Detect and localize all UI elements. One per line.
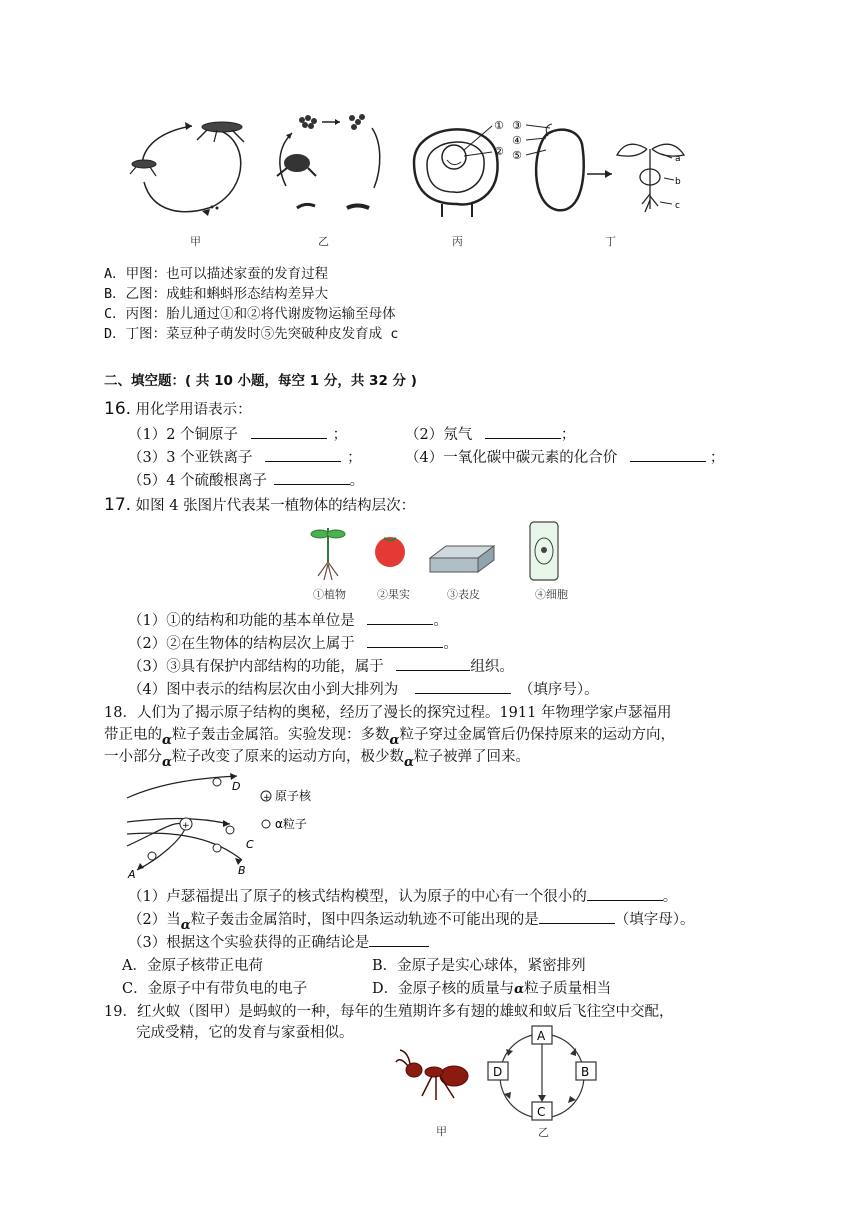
q16-blank-2[interactable] <box>485 424 561 439</box>
q19-figure-lifecycle <box>484 1020 606 1124</box>
q16-blank-5[interactable] <box>274 470 350 485</box>
q18-blank-2[interactable] <box>539 909 615 924</box>
q17-stem <box>104 494 415 515</box>
q17-sub1 <box>128 609 448 630</box>
q16-part3 <box>128 446 362 467</box>
figure-label-jia: 甲 <box>190 235 201 248</box>
cycle-stage-d: D <box>493 1065 503 1079</box>
q16-stem <box>104 398 252 419</box>
q18-line-2 <box>104 723 676 748</box>
alpha-symbol: α <box>162 755 173 770</box>
svg-text:c: c <box>675 201 680 211</box>
track-label-a: A <box>128 868 136 880</box>
track-label-c: C <box>246 838 254 851</box>
q17-caption-fruit: ②果实 <box>377 588 410 601</box>
q18-sub2-b: 粒子轰击金属箔时，图中四条运动轨迹不可能出现的是 <box>190 912 539 928</box>
q18-sub3-text: （3）根据这个实验获得的正确结论是 <box>128 935 370 951</box>
q18-l3-part-b: 粒子改变了原来的运动方向，极少数 <box>172 749 405 765</box>
q16-part3-text: （3）3 个亚铁离子 <box>128 450 253 466</box>
q16-part1 <box>128 423 347 444</box>
q16-blank-3[interactable] <box>265 447 341 462</box>
alpha-symbol: α <box>514 982 525 997</box>
cycle-stage-a: A <box>537 1029 546 1043</box>
cycle-stage-b: B <box>581 1065 590 1079</box>
q18-sub2-a: （2）当 <box>128 912 181 928</box>
q18-l2-part-c: 粒子穿过金属管后仍保持原来的运动方向， <box>399 727 676 743</box>
q15-option-b: B．乙图：成蛙和蝌蚪形态结构差异大 <box>104 286 329 302</box>
q17-stem-text: 如图 4 张图片代表某一植物体的结构层次： <box>135 498 416 514</box>
q19-caption-jia: 甲 <box>436 1125 447 1138</box>
q17-blank-4[interactable] <box>415 679 511 694</box>
q16-part2-text: （2）氖气 <box>405 427 473 443</box>
q17-period-1: 。 <box>433 613 448 629</box>
q18-sub3 <box>128 931 429 952</box>
q17-sub3-tail: 组织。 <box>470 659 514 675</box>
svg-text:a: a <box>675 154 681 164</box>
figure-jia-grasshopper-cycle <box>122 112 257 222</box>
figure-label-ding: 丁 <box>605 235 616 248</box>
q18-sub1-text: （1）卢瑟福提出了原子的核式结构模型，认为原子的中心有一个很小的 <box>128 889 587 905</box>
track-label-d: D <box>232 780 241 793</box>
q17-caption-epidermis: ③表皮 <box>447 588 480 601</box>
q17-caption-plant: ①植物 <box>313 588 346 601</box>
q15-option-d: D．丁图：菜豆种子萌发时⑤先突破种皮发育成 c <box>104 326 399 342</box>
figure-yi-frog-cycle <box>262 108 392 220</box>
q17-sub3-text: （3）③具有保护内部结构的功能，属于 <box>128 659 384 675</box>
figure-label-yi: 乙 <box>318 235 329 248</box>
legend-alpha: α粒子 <box>275 817 307 831</box>
q18-figure-scattering <box>122 770 362 880</box>
svg-text:⑤: ⑤ <box>512 149 522 162</box>
q18-blank-1[interactable] <box>587 886 663 901</box>
track-label-b: B <box>238 864 246 877</box>
q18-sub1 <box>128 885 677 906</box>
figure-label-bing: 丙 <box>452 235 463 248</box>
figure-bing-fetus <box>402 112 512 220</box>
q18-option-c: C．金原子中有带负电的电子 <box>122 981 308 997</box>
q16-part5-text: （5）4 个硫酸根离子 <box>128 473 268 489</box>
q17-blank-2[interactable] <box>367 633 443 648</box>
svg-text:b: b <box>675 177 681 187</box>
svg-text:②: ② <box>494 145 504 158</box>
q18-sub2 <box>128 908 695 933</box>
cycle-stage-c: C <box>537 1105 546 1119</box>
q18-line-1: 18．人们为了揭示原子结构的奥秘，经历了漫长的探究过程。1911 年物理学家卢瑟福用 <box>104 705 672 721</box>
q18-option-d-a: D．金原子核的质量与 <box>372 981 515 997</box>
svg-text:①: ① <box>494 119 504 132</box>
q18-line-3 <box>104 745 531 770</box>
q17-period-2: 。 <box>443 636 458 652</box>
figure-ding-seed-germination <box>512 114 702 220</box>
q16-number: 16. <box>104 399 132 419</box>
q17-sub1-text: （1）①的结构和功能的基本单位是 <box>128 613 355 629</box>
section-heading-fill-in: 二、填空题：( 共 10 小题，每空 1 分，共 32 分 ) <box>104 373 417 389</box>
q16-blank-1[interactable] <box>251 424 327 439</box>
q19-line-2: 完成受精，它的发育与家蚕相似。 <box>136 1025 354 1041</box>
q16-part4 <box>405 446 724 467</box>
q17-blank-3[interactable] <box>396 656 470 671</box>
q16-semi-2: ； <box>560 427 576 443</box>
q16-semi-1: ； <box>332 427 348 443</box>
q15-option-c: C．丙图：胎儿通过①和②将代谢废物运输至母体 <box>104 306 396 322</box>
alpha-symbol: α <box>389 733 400 748</box>
legend-nucleus: 原子核 <box>275 789 312 803</box>
alpha-symbol: α <box>180 918 191 933</box>
q15-option-a: A．甲图：也可以描述家蚕的发育过程 <box>104 266 329 282</box>
q16-semi-3: ； <box>347 450 362 466</box>
alpha-symbol: α <box>162 733 173 748</box>
q18-l3-part-a: 一小部分 <box>104 749 162 765</box>
q17-caption-cell: ④细胞 <box>535 588 568 601</box>
q16-part5 <box>128 469 364 490</box>
q19-caption-yi: 乙 <box>538 1126 549 1139</box>
q19-figure-ant <box>392 1046 478 1116</box>
q18-l2-part-a: 带正电的 <box>104 727 162 743</box>
q17-sub2-text: （2）②在生物体的结构层次上属于 <box>128 636 355 652</box>
q16-semi-4: ； <box>709 450 725 466</box>
q18-blank-3[interactable] <box>369 932 429 947</box>
q17-blank-1[interactable] <box>367 610 433 625</box>
q18-option-a: A．金原子核带正电荷 <box>122 958 263 974</box>
q17-number: 17. <box>104 495 132 515</box>
q18-option-d <box>372 977 611 998</box>
svg-text:③: ③ <box>512 119 522 132</box>
q17-sub4 <box>128 678 599 699</box>
q16-period: 。 <box>349 473 365 489</box>
q17-sub4-text: （4）图中表示的结构层次由小到大排列为 <box>128 682 399 698</box>
q17-sub4-tail: （填序号）。 <box>518 682 599 698</box>
q17-sub3 <box>128 655 514 676</box>
svg-text:+: + <box>182 821 190 831</box>
q18-period-1: 。 <box>662 889 678 905</box>
q16-blank-4[interactable] <box>630 447 706 462</box>
svg-text:+: + <box>263 793 271 803</box>
q16-part2 <box>405 423 575 444</box>
q18-option-b: B．金原子是实心球体，紧密排列 <box>372 958 586 974</box>
svg-text:④: ④ <box>512 134 522 147</box>
q18-l3-part-c: 粒子被弹了回来。 <box>414 749 531 765</box>
q18-sub2-c: （填字母）。 <box>614 912 695 928</box>
q18-l2-part-b: 粒子轰击金属箔。实验发现：多数 <box>172 727 390 743</box>
q18-option-d-b: 粒子质量相当 <box>524 981 612 997</box>
alpha-symbol: α <box>404 755 415 770</box>
q16-part4-text: （4）一氧化碳中碳元素的化合价 <box>405 450 618 466</box>
q16-part1-text: （1）2 个铜原子 <box>128 427 239 443</box>
q16-stem-text: 用化学用语表示： <box>135 402 252 418</box>
q17-sub2 <box>128 632 458 653</box>
q19-line-1: 19．红火蚁（图甲）是蚂蚁的一种，每年的生殖期许多有翅的雄蚁和蚁后飞往空中交配， <box>104 1004 674 1020</box>
